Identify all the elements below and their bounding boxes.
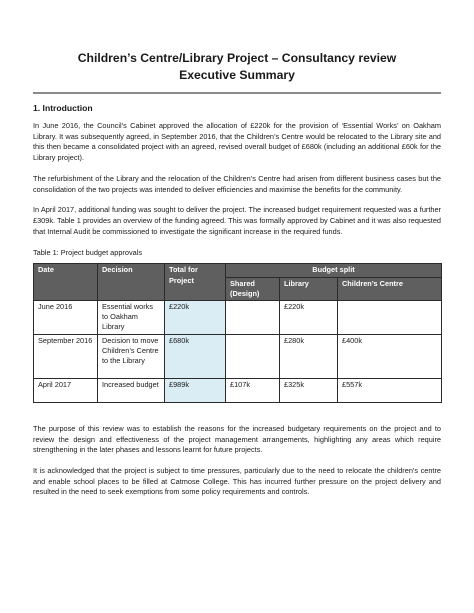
paragraph-4: The purpose of this review was to establish the reasons for the increased budgetary requirements on the project and to review the design and effectiveness of the project management arrangements, highlighting any areas which require strengthening in the later phases and lessons learnt for future projects. — [33, 423, 441, 455]
cell-date: April 2017 — [34, 378, 98, 402]
paragraph-2: The refurbishment of the Library and the relocation of the Children’s Centre had arisen from different business cases but the consolidation of the two projects was intended to deliver efficiencies and maximise the benefits for the community. — [33, 173, 441, 194]
cell-decision: Decision to move Children’s Centre to the Library — [98, 334, 165, 378]
document-page — [33, 50, 441, 498]
cell-childrens: £557k — [338, 378, 442, 402]
table-header-row — [34, 264, 442, 277]
table-caption: Table 1: Project budget approvals — [33, 248, 143, 258]
header-library: Library — [280, 277, 338, 300]
table-row — [34, 300, 442, 334]
cell-library: £325k — [280, 378, 338, 402]
paragraph-5: It is acknowledged that the project is subject to time pressures, particularly due to the need to relocate the children’s centre and enable school places to be filled at Catmose College. This has incurred further pressure on the project delivery and resulted in the need to seek exemptions from some policy requirements and controls. — [33, 466, 441, 497]
cell-total: £680k — [165, 334, 226, 378]
header-shared: Shared (Design) — [226, 277, 280, 300]
cell-library: £280k — [280, 334, 338, 378]
header-budget-split: Budget split — [226, 264, 442, 277]
header-decision: Decision — [98, 264, 165, 301]
budget-table — [33, 263, 442, 403]
document-subtitle: Executive Summary — [179, 68, 295, 82]
cell-library: £220k — [280, 300, 338, 334]
title-divider — [33, 92, 441, 94]
cell-shared — [226, 334, 280, 378]
table-row — [34, 378, 442, 402]
cell-shared: £107k — [226, 378, 280, 402]
cell-date: June 2016 — [34, 300, 98, 334]
table-row — [34, 334, 442, 378]
header-total: Total for Project — [165, 264, 226, 301]
paragraph-3: In April 2017, additional funding was sought to deliver the project. The increased budget requirement requested was a further £309k. Table 1 provides an overview of the funding agreed. This was formally approved by Cabinet and it was also requested that Internal Audit be commissioned to investigate the significant increase in the required funds. — [33, 205, 441, 236]
header-date: Date — [34, 264, 98, 301]
paragraph-1: In June 2016, the Council’s Cabinet approved the allocation of £220k for the provision of ‘Essential Works’ on Oakham Library. It was subsequently agreed, in September 2016, that the Children’s Centre would be relocated to the Library site and this then became a consolidated project with an agreed, revised overall budget of £680k (including an additional £60k for the Library project). — [33, 121, 441, 163]
cell-childrens: £400k — [338, 334, 442, 378]
cell-shared — [226, 300, 280, 334]
document-title: Children’s Centre/Library Project – Consultancy review — [77, 51, 397, 65]
cell-total: £220k — [165, 300, 226, 334]
cell-total: £989k — [165, 378, 226, 402]
cell-childrens — [338, 300, 442, 334]
cell-date: September 2016 — [34, 334, 98, 378]
cell-decision: Increased budget — [98, 378, 165, 402]
section-heading: 1. Introduction — [33, 103, 93, 113]
header-childrens: Children’s Centre — [338, 277, 442, 300]
cell-decision: Essential works to Oakham Library — [98, 300, 165, 334]
